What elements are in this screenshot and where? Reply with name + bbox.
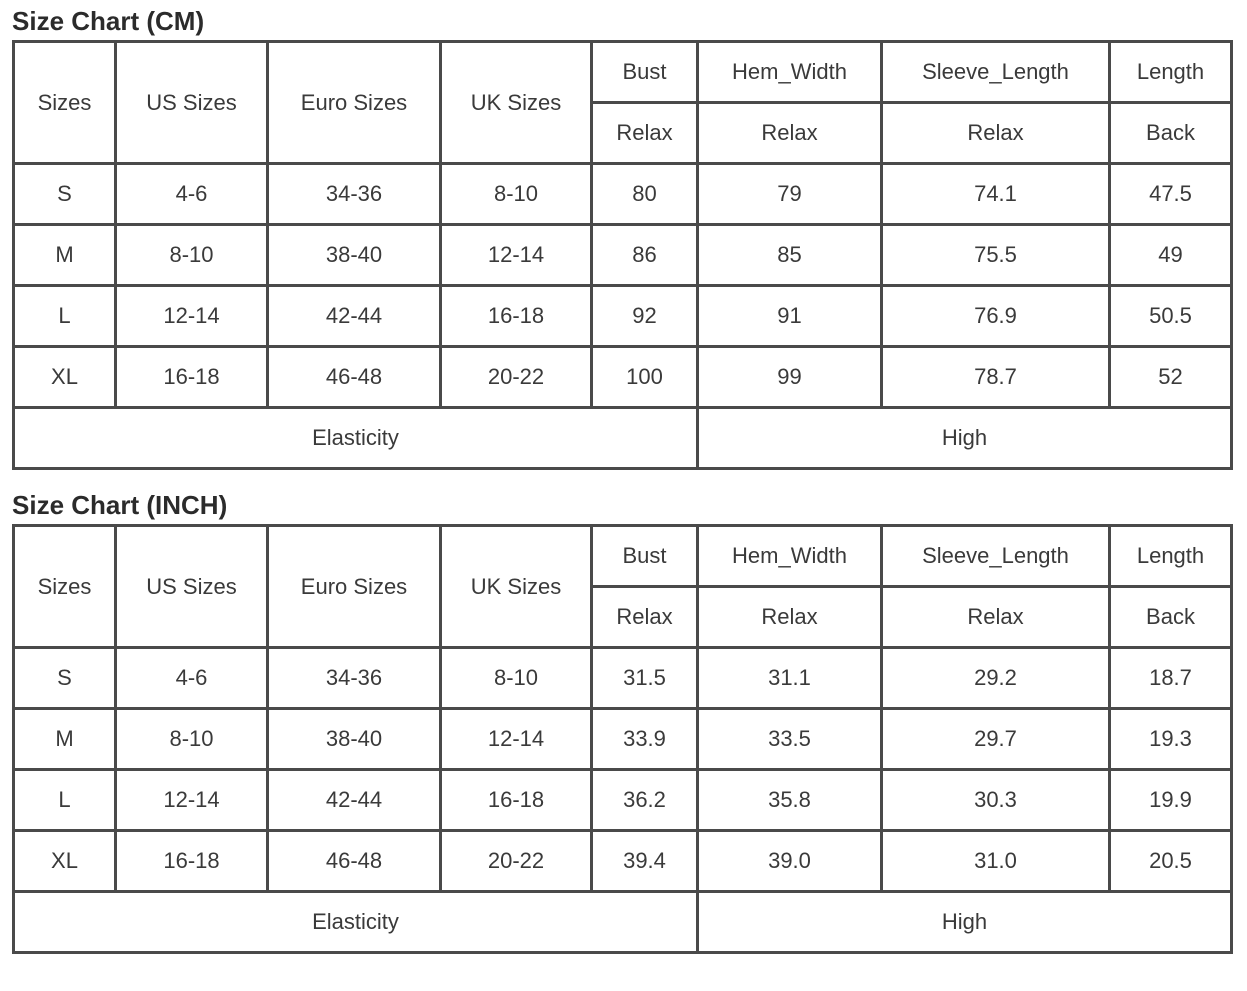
subheader-cell: Back	[1110, 587, 1232, 648]
table-cell: 39.4	[592, 831, 698, 892]
table-cell: 29.2	[882, 648, 1110, 709]
table-cell: 100	[592, 347, 698, 408]
table-cell: XL	[14, 347, 116, 408]
table-cell: 52	[1110, 347, 1232, 408]
elasticity-value: High	[698, 408, 1232, 469]
table-cell: 85	[698, 225, 882, 286]
table-cell: S	[14, 648, 116, 709]
table-cell: 20-22	[441, 347, 592, 408]
table-row	[14, 286, 1232, 347]
table-cell: 47.5	[1110, 164, 1232, 225]
table-row	[14, 831, 1232, 892]
table-cell: 79	[698, 164, 882, 225]
table-cell: M	[14, 225, 116, 286]
table-cell: 38-40	[268, 709, 441, 770]
table-cell: 46-48	[268, 831, 441, 892]
table-cell: 30.3	[882, 770, 1110, 831]
table-cell: 8-10	[441, 648, 592, 709]
table-cell: 16-18	[441, 770, 592, 831]
header-length: Length	[1110, 42, 1232, 103]
size-chart-cm-table	[12, 40, 1233, 470]
table-cell: 33.9	[592, 709, 698, 770]
elasticity-label: Elasticity	[14, 408, 698, 469]
table-cell: 12-14	[116, 770, 268, 831]
subheader-cell: Relax	[698, 587, 882, 648]
table-cell: XL	[14, 831, 116, 892]
table-row	[14, 770, 1232, 831]
table-cell: 4-6	[116, 648, 268, 709]
table-cell: 33.5	[698, 709, 882, 770]
table-row	[14, 225, 1232, 286]
header-euro-sizes: Euro Sizes	[268, 42, 441, 164]
table-cell: 86	[592, 225, 698, 286]
header-sleeve-length: Sleeve_Length	[882, 42, 1110, 103]
table-cell: 12-14	[116, 286, 268, 347]
table-cell: 50.5	[1110, 286, 1232, 347]
table-cell: 49	[1110, 225, 1232, 286]
header-us-sizes: US Sizes	[116, 42, 268, 164]
table-cell: 20.5	[1110, 831, 1232, 892]
size-chart-inch-table	[12, 524, 1233, 954]
table-row	[14, 648, 1232, 709]
table-cell: 34-36	[268, 164, 441, 225]
table-cell: S	[14, 164, 116, 225]
table-cell: L	[14, 286, 116, 347]
table-cell: 31.0	[882, 831, 1110, 892]
table-cell: 34-36	[268, 648, 441, 709]
table-cell: 99	[698, 347, 882, 408]
header-length: Length	[1110, 526, 1232, 587]
table-cell: 16-18	[116, 831, 268, 892]
table-cell: 20-22	[441, 831, 592, 892]
header-row	[14, 526, 1232, 587]
table-cell: 39.0	[698, 831, 882, 892]
table-cell: 38-40	[268, 225, 441, 286]
table-cell: 76.9	[882, 286, 1110, 347]
elasticity-label: Elasticity	[14, 892, 698, 953]
table-cell: 46-48	[268, 347, 441, 408]
header-sleeve-length: Sleeve_Length	[882, 526, 1110, 587]
table-cell: 8-10	[116, 225, 268, 286]
header-uk-sizes: UK Sizes	[441, 526, 592, 648]
table-cell: 42-44	[268, 770, 441, 831]
table-cell: 42-44	[268, 286, 441, 347]
header-uk-sizes: UK Sizes	[441, 42, 592, 164]
table-cell: 8-10	[441, 164, 592, 225]
table-cell: M	[14, 709, 116, 770]
table-cell: 8-10	[116, 709, 268, 770]
subheader-cell: Relax	[882, 587, 1110, 648]
table-cell: 18.7	[1110, 648, 1232, 709]
subheader-cell: Relax	[592, 103, 698, 164]
header-euro-sizes: Euro Sizes	[268, 526, 441, 648]
header-row	[14, 42, 1232, 103]
table-cell: 75.5	[882, 225, 1110, 286]
header-sizes: Sizes	[14, 526, 116, 648]
table-cell: 31.5	[592, 648, 698, 709]
subheader-cell: Relax	[592, 587, 698, 648]
table-cell: 78.7	[882, 347, 1110, 408]
table-cell: 16-18	[116, 347, 268, 408]
table-cell: 80	[592, 164, 698, 225]
header-hem-width: Hem_Width	[698, 526, 882, 587]
table-row	[14, 347, 1232, 408]
table-cell: 12-14	[441, 225, 592, 286]
elasticity-value: High	[698, 892, 1232, 953]
table-row	[14, 709, 1232, 770]
table-cell: 35.8	[698, 770, 882, 831]
table-cell: 19.3	[1110, 709, 1232, 770]
table-cell: L	[14, 770, 116, 831]
size-chart-inch-title: Size Chart (INCH)	[12, 490, 228, 520]
table-cell: 4-6	[116, 164, 268, 225]
table-cell: 31.1	[698, 648, 882, 709]
elasticity-row	[14, 892, 1232, 953]
header-sizes: Sizes	[14, 42, 116, 164]
table-cell: 29.7	[882, 709, 1110, 770]
table-cell: 74.1	[882, 164, 1110, 225]
table-cell: 19.9	[1110, 770, 1232, 831]
elasticity-row	[14, 408, 1232, 469]
subheader-cell: Relax	[698, 103, 882, 164]
subheader-cell: Relax	[882, 103, 1110, 164]
table-row	[14, 164, 1232, 225]
table-cell: 12-14	[441, 709, 592, 770]
table-cell: 92	[592, 286, 698, 347]
table-cell: 91	[698, 286, 882, 347]
header-bust: Bust	[592, 42, 698, 103]
header-bust: Bust	[592, 526, 698, 587]
header-us-sizes: US Sizes	[116, 526, 268, 648]
table-cell: 16-18	[441, 286, 592, 347]
table-cell: 36.2	[592, 770, 698, 831]
header-hem-width: Hem_Width	[698, 42, 882, 103]
size-chart-cm-title: Size Chart (CM)	[12, 6, 205, 36]
subheader-cell: Back	[1110, 103, 1232, 164]
